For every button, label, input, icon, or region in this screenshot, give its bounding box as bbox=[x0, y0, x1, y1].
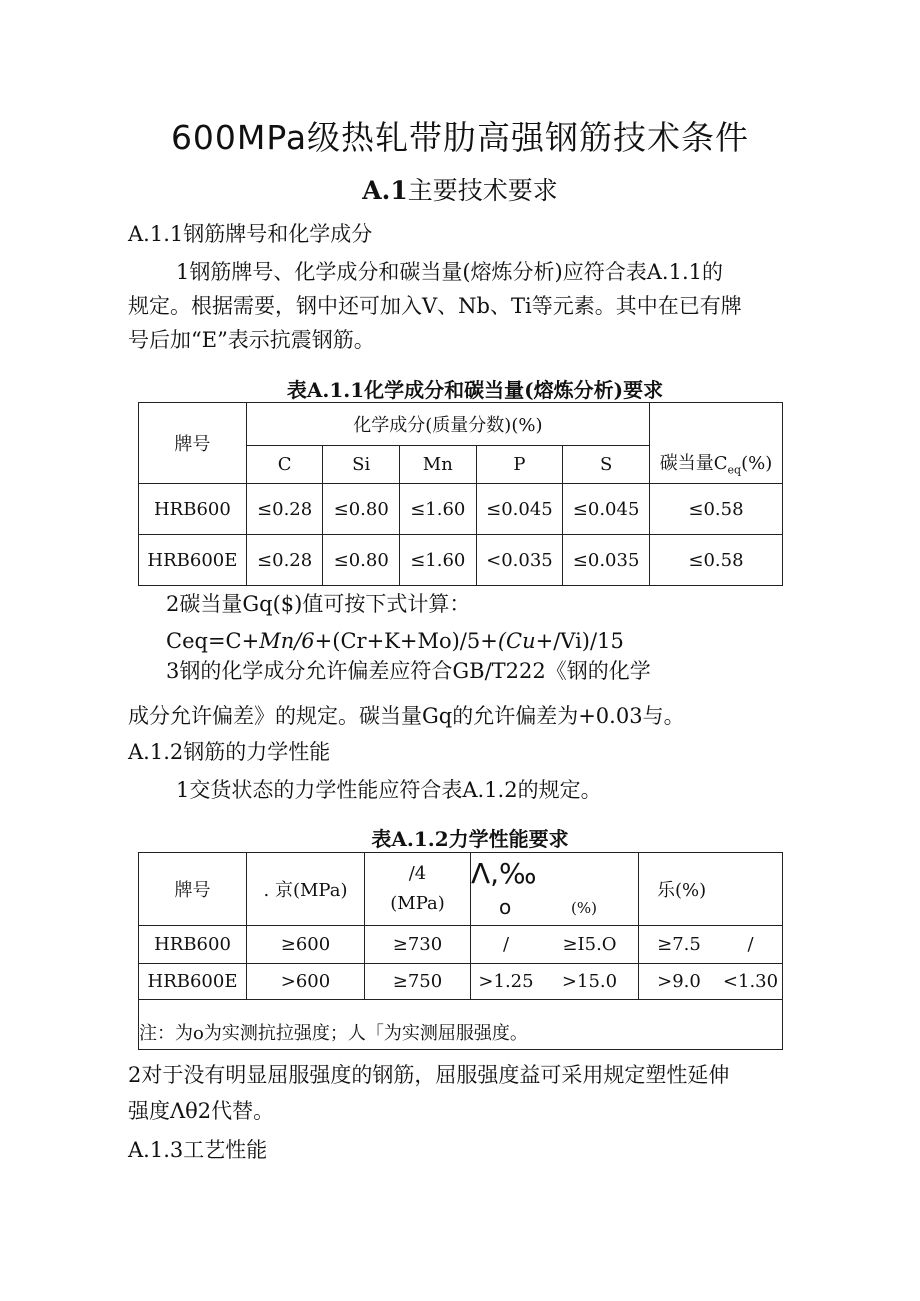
cell-mn: ≤1.60 bbox=[400, 484, 477, 535]
cell-yield: ≥730 bbox=[365, 926, 471, 964]
header-c: C bbox=[246, 446, 323, 484]
subsection-heading-a13: A.1.3工艺性能 bbox=[128, 1138, 268, 1162]
table1-caption: 表A.1.1化学成分和碳当量(熔炼分析)要求 bbox=[286, 378, 664, 402]
table-note: 注：为o为实测抗拉强度；人「为实测屈服强度。 bbox=[139, 1000, 783, 1050]
paragraph-line: 2碳当量Gq($)值可按下式计算： bbox=[166, 592, 471, 616]
table-row bbox=[139, 535, 783, 586]
cell-grade: HRB600 bbox=[139, 484, 247, 535]
cell-s: ≤0.035 bbox=[563, 535, 650, 586]
table-row bbox=[139, 926, 783, 964]
cell-elong-a: ≥7.5 bbox=[639, 926, 720, 964]
cell-ratio-b: >15.0 bbox=[541, 964, 639, 1000]
cell-s: ≤0.045 bbox=[563, 484, 650, 535]
paragraph-line: 1交货状态的力学性能应符合表A.1.2的规定。 bbox=[176, 778, 602, 802]
header-yield: /4 (MPa) bbox=[365, 853, 471, 926]
formula: Ceq=C+Mn/6+(Cr+K+Mo)/5+(Cu+/Vi)/15 bbox=[166, 629, 624, 653]
cell-ratio-b: ≥I5.O bbox=[541, 926, 639, 964]
table-row bbox=[139, 964, 783, 1000]
header-s: S bbox=[563, 446, 650, 484]
section-heading bbox=[0, 171, 920, 207]
cell-ratio-a: >1.25 bbox=[471, 964, 542, 1000]
cell-si: ≤0.80 bbox=[323, 535, 400, 586]
cell-si: ≤0.80 bbox=[323, 484, 400, 535]
cell-yield: ≥750 bbox=[365, 964, 471, 1000]
cell-tensile: ≥600 bbox=[247, 926, 365, 964]
header-ratio: Λ,‰ o (%) bbox=[471, 853, 639, 926]
cell-p: ≤0.045 bbox=[476, 484, 563, 535]
cell-mn: ≤1.60 bbox=[400, 535, 477, 586]
paragraph-line: 强度Λθ2代替。 bbox=[128, 1099, 275, 1123]
header-mn: Mn bbox=[400, 446, 477, 484]
section-number: A.1 bbox=[362, 176, 408, 205]
header-chemical-composition: 化学成分(质量分数)(%) bbox=[246, 403, 649, 446]
cell-grade: HRB600 bbox=[139, 926, 247, 964]
cell-ratio-a: / bbox=[471, 926, 542, 964]
header-carbon-equivalent: 碳当量$C_{eq}(\%)$ bbox=[649, 403, 782, 484]
cell-grade: HRB600E bbox=[139, 535, 247, 586]
table-row bbox=[139, 484, 783, 535]
cell-p: <0.035 bbox=[476, 535, 563, 586]
cell-grade: HRB600E bbox=[139, 964, 247, 1000]
table2-caption: 表A.1.2力学性能要求 bbox=[371, 827, 569, 851]
paragraph-line: 成分允许偏差》的规定。碳当量Gq的允许偏差为+0.03与。 bbox=[128, 704, 685, 728]
header-elongation: 乐(%) bbox=[639, 853, 783, 926]
cell-c: ≤0.28 bbox=[246, 484, 323, 535]
header-tensile: . 京(MPa) bbox=[247, 853, 365, 926]
subsection-heading-a12: A.1.2钢筋的力学性能 bbox=[128, 740, 331, 764]
paragraph-line: 规定。根据需要，钢中还可加入V、Nb、Ti等元素。其中在已有牌 bbox=[128, 294, 742, 318]
header-grade: 牌号 bbox=[139, 403, 247, 484]
header-si: Si bbox=[323, 446, 400, 484]
paragraph-line: 号后加“E”表示抗震钢筋。 bbox=[128, 328, 375, 352]
header-grade: 牌号 bbox=[139, 853, 247, 926]
paragraph-line: 3钢的化学成分允许偏差应符合GB/T222《钢的化学 bbox=[166, 659, 651, 683]
cell-elong-b: <1.30 bbox=[719, 964, 783, 1000]
cell-c: ≤0.28 bbox=[246, 535, 323, 586]
section-label: 主要技术要求 bbox=[407, 176, 558, 205]
subsection-heading-a11: A.1.1钢筋牌号和化学成分 bbox=[128, 222, 373, 246]
table-mechanical-properties bbox=[138, 852, 783, 1050]
paragraph-line: 2对于没有明显屈服强度的钢筋，屈服强度益可采用规定塑性延伸 bbox=[128, 1063, 730, 1087]
document-title: 600MPa级热轧带肋高强钢筋技术条件 bbox=[170, 118, 750, 157]
cell-ceq: ≤0.58 bbox=[649, 484, 782, 535]
cell-tensile: >600 bbox=[247, 964, 365, 1000]
cell-ceq: ≤0.58 bbox=[649, 535, 782, 586]
cell-elong-b: / bbox=[719, 926, 783, 964]
cell-elong-a: >9.0 bbox=[639, 964, 720, 1000]
table-chemical-composition bbox=[138, 402, 783, 586]
paragraph-line: 1钢筋牌号、化学成分和碳当量(熔炼分析)应符合表A.1.1的 bbox=[176, 260, 723, 284]
header-p: P bbox=[476, 446, 563, 484]
